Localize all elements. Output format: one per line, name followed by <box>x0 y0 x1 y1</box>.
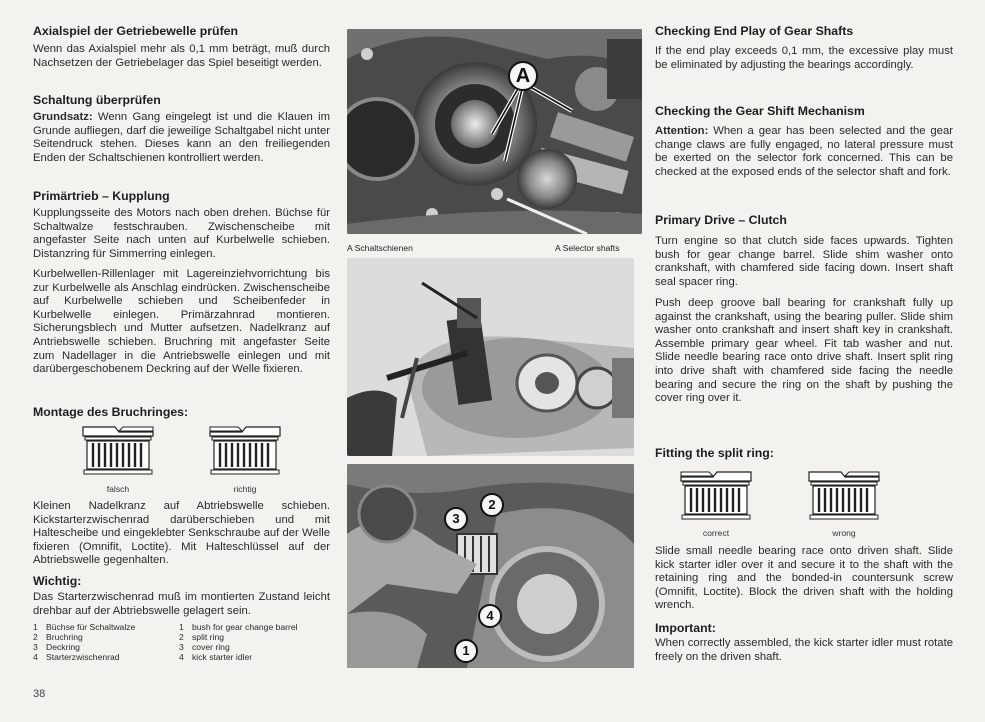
legend-row: 4 Starterzwischenrad 4 kick starter idler <box>33 652 253 662</box>
paragraph-needle-race: Slide small needle bearing race onto driven shaft. Slide kick starter idler over it and secure it to the shaft with the retaining ring and the bonded-in countersunk screw (Omnifit, Loctite). Block the driven shaft with the holding wrench. <box>655 545 953 612</box>
paragraph-schaltung <box>33 111 330 165</box>
legend-row: 3 Deckring 3 cover ring <box>33 642 230 652</box>
grundsatz-text: Wenn Gang eingelegt ist und die Klauen im Grunde aufliegen, darf die jeweilige Schaltgabel nicht unter Seitendruck stehen. Dieses kann an den freiliegenden Enden der Schaltschienen kontrolliert werden. <box>33 111 330 164</box>
split-ring-correct-diagram <box>677 468 755 524</box>
photo-kick-starter <box>347 464 634 668</box>
paragraph-nadelkranz: Kleinen Nadelkranz auf Abtriebswelle schieben. Kickstarterzwischenrad darüberschieben und mit Haltescheibe und eingeklebter Senkschraube auf der Welle fixieren (Omnifit, Loctite). Mit Halteschlüssel auf der Abtriebswelle gegenhalten. <box>33 500 330 567</box>
photo-selector-shafts <box>347 29 642 234</box>
heading-wichtig: Wichtig: <box>33 574 82 588</box>
paragraph-axialspiel: Wenn das Axialspiel mehr als 0,1 mm beträgt, muß durch Nachsetzen der Getriebelager das Spiel beseitigt werden. <box>33 43 330 69</box>
callout-3: 3 <box>444 507 468 531</box>
engine-case-image <box>347 29 642 234</box>
page-number: 38 <box>33 688 46 700</box>
split-ring-right-diagram <box>206 423 284 479</box>
paragraph-wichtig: Das Starterzwischenrad muß im montierten Zustand leicht drehbar auf der Abtriebswelle gelagert sein. <box>33 591 330 617</box>
heading-bruchring: Montage des Bruchringes: <box>33 405 189 419</box>
photo-bearing-puller <box>347 258 634 456</box>
legend-row: 2 Bruchring 2 split ring <box>33 632 224 642</box>
paragraph-primaertrieb-2: Kurbelwellen-Rillenlager mit Lagereinziehvorrichtung bis zur Kurbelwelle als Anschlag eindrücken. Zwischenscheibe auf Kurbelwelle schieben und Scheibenfeder in Kurbelwelle einlegen. Primärzahnrad montieren. Sicherungsblech und Mutter aufsetzen. Nadelkranz auf Antriebswelle schieben. Bruchring mit angefaster Seite zum Nadellager in die Antriebswelle einlegen und mit darübergeschobenem Deckring auf der Welle fixieren. <box>33 268 330 376</box>
label-wrong: wrong <box>832 528 856 538</box>
bearing-puller-image <box>347 258 634 456</box>
callout-2: 2 <box>480 493 504 517</box>
split-ring-wrong-diagram-en <box>805 468 883 524</box>
label-correct: correct <box>702 528 730 538</box>
heading-axialspiel: Axialspiel der Getriebewelle prüfen <box>33 24 239 38</box>
heading-end-play: Checking End Play of Gear Shafts <box>655 24 854 38</box>
attention-text: When a gear has been selected and the gear change claws are fully engaged, no lateral pressure must be exerted on the selector fork concerned. This can be checked at the exposed ends of the selector shaft and fork. <box>655 125 953 178</box>
attention-label: Attention: <box>655 125 709 137</box>
label-richtig: richtig <box>233 484 257 494</box>
split-ring-wrong-diagram <box>79 423 157 479</box>
callout-a: A <box>508 61 538 91</box>
paragraph-primary-drive-1: Turn engine so that clutch side faces upwards. Tighten bush for gear change barrel. Slide shim washer onto crankshaft, with chamfered side facing down. Insert shaft seal spacer ring. <box>655 235 953 288</box>
callout-1: 1 <box>454 639 478 663</box>
caption-selector-shafts: A Selector shafts <box>555 243 620 253</box>
heading-important: Important: <box>655 621 716 635</box>
heading-primary-drive: Primary Drive – Clutch <box>655 213 787 227</box>
paragraph-primaertrieb-1: Kupplungsseite des Motors nach oben drehen. Büchse für Schaltwalze festschrauben. Zwischenscheibe mit angefaster Seite nach unten auf Kurbelwelle schieben. Distanzring für Simmerring einlegen. <box>33 207 330 260</box>
paragraph-important: When correctly assembled, the kick starter idler must rotate freely on the driven shaft. <box>655 637 953 663</box>
paragraph-gear-shift <box>655 125 953 179</box>
legend-row: 1 Büchse für Schaltwalze 1 bush for gear change barrel <box>33 622 298 632</box>
callout-4: 4 <box>478 604 502 628</box>
heading-split-ring: Fitting the split ring: <box>655 446 774 460</box>
heading-schaltung: Schaltung überprüfen <box>33 93 161 107</box>
heading-gear-shift: Checking the Gear Shift Mechanism <box>655 104 865 118</box>
paragraph-end-play: If the end play exceeds 0,1 mm, the excessive play must be eliminated by adjusting the bearings accordingly. <box>655 45 953 71</box>
paragraph-primary-drive-2: Push deep groove ball bearing for crankshaft fully up against the crankshaft, using the bearing puller. Slide shim washer onto crankshaft and insert shaft key in crankshaft. Assemble primary gear wheel. Fit tab washer and nut. Slide needle bearing race onto drive shaft. Insert split ring into drive shaft with chamfered side facing the needle bearing and secure the ring on the shaft by pushing the cover ring over it. <box>655 297 953 405</box>
heading-primaertrieb: Primärtrieb – Kupplung <box>33 189 170 203</box>
caption-schaltschienen: A Schaltschienen <box>347 243 413 253</box>
label-falsch: falsch <box>106 484 130 494</box>
parts-legend <box>33 622 298 662</box>
grundsatz-label: Grundsatz: <box>33 111 93 123</box>
